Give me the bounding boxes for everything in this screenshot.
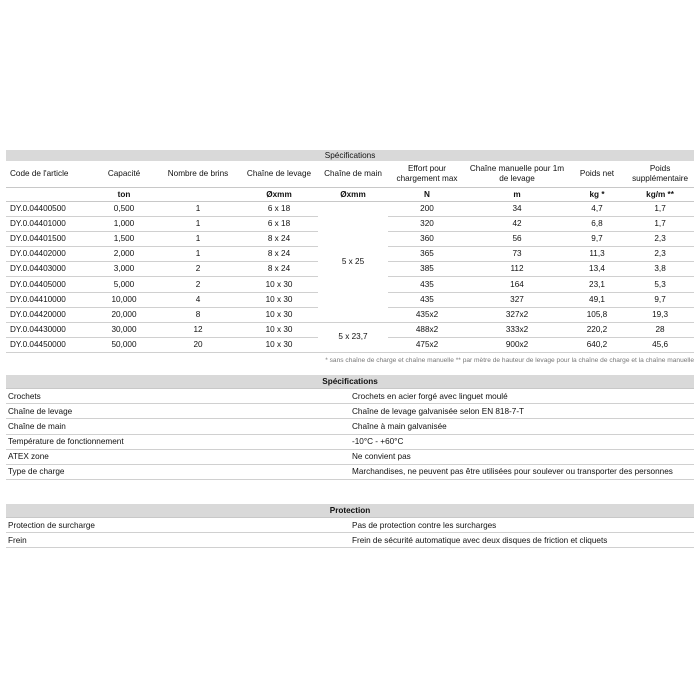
cell-falls: 20 (156, 337, 240, 352)
detail-value: Chaîne à main galvanisée (350, 419, 694, 434)
header-lift-chain: Chaîne de levage (240, 161, 318, 188)
protection-row (6, 533, 694, 548)
unit-extra-weight: kg/m ** (626, 188, 694, 202)
detail-value: Ne convient pas (350, 449, 694, 464)
cell-falls: 8 (156, 307, 240, 322)
detail-row (6, 388, 694, 403)
cell-code: DY.0.04402000 (6, 247, 92, 262)
header-extra-weight: Poids supplémentaire (626, 161, 694, 188)
cell-code: DY.0.04405000 (6, 277, 92, 292)
cell-net-weight: 23,1 (568, 277, 626, 292)
cell-capacity: 2,000 (92, 247, 156, 262)
protection-key: Protection de surcharge (6, 518, 350, 533)
cell-falls: 2 (156, 277, 240, 292)
cell-extra-weight: 3,8 (626, 262, 694, 277)
header-net-weight: Poids net (568, 161, 626, 188)
cell-falls: 12 (156, 322, 240, 337)
cell-extra-weight: 45,6 (626, 337, 694, 352)
cell-capacity: 3,000 (92, 262, 156, 277)
protection-value: Frein de sécurité automatique avec deux disques de friction et cliquets (350, 533, 694, 548)
cell-net-weight: 49,1 (568, 292, 626, 307)
cell-lift-chain: 10 x 30 (240, 337, 318, 352)
header-code: Code de l'article (6, 161, 92, 188)
cell-hand-chain-m: 900x2 (466, 337, 568, 352)
detail-value: Crochets en acier forgé avec linguet moulé (350, 388, 694, 403)
detail-value: -10°C - +60°C (350, 434, 694, 449)
header-hand-chain-per-m: Chaîne manuelle pour 1m de levage (466, 161, 568, 188)
cell-hand-chain-group-2: 5 x 23,7 (318, 322, 388, 352)
cell-hand-chain-m: 112 (466, 262, 568, 277)
detail-row (6, 449, 694, 464)
cell-effort: 435 (388, 292, 466, 307)
cell-code: DY.0.04430000 (6, 322, 92, 337)
cell-extra-weight: 5,3 (626, 277, 694, 292)
cell-capacity: 20,000 (92, 307, 156, 322)
cell-capacity: 30,000 (92, 322, 156, 337)
cell-net-weight: 4,7 (568, 202, 626, 217)
cell-extra-weight: 28 (626, 322, 694, 337)
cell-hand-chain-m: 327 (466, 292, 568, 307)
protection-key: Frein (6, 533, 350, 548)
cell-net-weight: 640,2 (568, 337, 626, 352)
table-row (6, 322, 694, 337)
cell-code: DY.0.04401500 (6, 232, 92, 247)
cell-hand-chain-m: 56 (466, 232, 568, 247)
cell-falls: 1 (156, 217, 240, 232)
spec-table (6, 150, 694, 353)
unit-hand-chain: Øxmm (318, 188, 388, 202)
document (6, 150, 694, 548)
unit-code (6, 188, 92, 202)
cell-falls: 4 (156, 292, 240, 307)
detail-key: Crochets (6, 388, 350, 403)
spec-details-table (6, 375, 694, 480)
detail-value: Chaîne de levage galvanisée selon EN 818-7-T (350, 404, 694, 419)
detail-row (6, 434, 694, 449)
cell-falls: 2 (156, 262, 240, 277)
cell-capacity: 0,500 (92, 202, 156, 217)
detail-key: ATEX zone (6, 449, 350, 464)
protection-row (6, 518, 694, 533)
cell-effort: 200 (388, 202, 466, 217)
unit-net-weight: kg * (568, 188, 626, 202)
detail-key: Type de charge (6, 464, 350, 479)
cell-extra-weight: 1,7 (626, 202, 694, 217)
unit-lift-chain: Øxmm (240, 188, 318, 202)
cell-falls: 1 (156, 202, 240, 217)
spec-table-title: Spécifications (324, 150, 376, 160)
cell-capacity: 10,000 (92, 292, 156, 307)
cell-extra-weight: 2,3 (626, 232, 694, 247)
cell-lift-chain: 8 x 24 (240, 232, 318, 247)
cell-lift-chain: 10 x 30 (240, 292, 318, 307)
spec-details-title: Spécifications (6, 375, 694, 389)
cell-code: DY.0.04450000 (6, 337, 92, 352)
unit-capacity: ton (92, 188, 156, 202)
cell-code: DY.0.04401000 (6, 217, 92, 232)
cell-net-weight: 105,8 (568, 307, 626, 322)
cell-net-weight: 9,7 (568, 232, 626, 247)
cell-hand-chain-m: 333x2 (466, 322, 568, 337)
header-hand-chain: Chaîne de main (318, 161, 388, 188)
cell-effort: 475x2 (388, 337, 466, 352)
cell-extra-weight: 9,7 (626, 292, 694, 307)
cell-effort: 320 (388, 217, 466, 232)
detail-value: Marchandises, ne peuvent pas être utilisées pour soulever ou transporter des personnes (350, 464, 694, 479)
footnote: * sans chaîne de charge et chaîne manuelle ** par mètre de hauteur de levage pour la chaîne de charge et la chaîne manuelle (325, 356, 694, 364)
cell-lift-chain: 10 x 30 (240, 322, 318, 337)
detail-key: Chaîne de main (6, 419, 350, 434)
cell-extra-weight: 1,7 (626, 217, 694, 232)
detail-key: Température de fonctionnement (6, 434, 350, 449)
cell-net-weight: 11,3 (568, 247, 626, 262)
header-capacity: Capacité (92, 161, 156, 188)
unit-effort: N (388, 188, 466, 202)
cell-effort: 488x2 (388, 322, 466, 337)
cell-capacity: 5,000 (92, 277, 156, 292)
cell-lift-chain: 6 x 18 (240, 217, 318, 232)
cell-capacity: 1,500 (92, 232, 156, 247)
unit-hand-chain-per-m: m (466, 188, 568, 202)
header-effort: Effort pour chargement max (388, 161, 466, 188)
table-row (6, 202, 694, 217)
cell-hand-chain-m: 34 (466, 202, 568, 217)
cell-effort: 365 (388, 247, 466, 262)
cell-code: DY.0.04403000 (6, 262, 92, 277)
cell-extra-weight: 19,3 (626, 307, 694, 322)
cell-lift-chain: 8 x 24 (240, 262, 318, 277)
cell-lift-chain: 6 x 18 (240, 202, 318, 217)
detail-row (6, 419, 694, 434)
cell-hand-chain-group-1: 5 x 25 (318, 202, 388, 323)
cell-effort: 385 (388, 262, 466, 277)
cell-code: DY.0.04400500 (6, 202, 92, 217)
detail-row (6, 404, 694, 419)
cell-net-weight: 6,8 (568, 217, 626, 232)
cell-capacity: 50,000 (92, 337, 156, 352)
cell-effort: 360 (388, 232, 466, 247)
cell-capacity: 1,000 (92, 217, 156, 232)
cell-net-weight: 220,2 (568, 322, 626, 337)
cell-net-weight: 13,4 (568, 262, 626, 277)
cell-lift-chain: 8 x 24 (240, 247, 318, 262)
header-falls: Nombre de brins (156, 161, 240, 188)
protection-value: Pas de protection contre les surcharges (350, 518, 694, 533)
cell-hand-chain-m: 73 (466, 247, 568, 262)
detail-key: Chaîne de levage (6, 404, 350, 419)
cell-effort: 435x2 (388, 307, 466, 322)
cell-extra-weight: 2,3 (626, 247, 694, 262)
cell-effort: 435 (388, 277, 466, 292)
cell-falls: 1 (156, 232, 240, 247)
detail-row (6, 464, 694, 479)
cell-hand-chain-m: 327x2 (466, 307, 568, 322)
cell-hand-chain-m: 42 (466, 217, 568, 232)
cell-lift-chain: 10 x 30 (240, 307, 318, 322)
cell-code: DY.0.04420000 (6, 307, 92, 322)
unit-falls (156, 188, 240, 202)
cell-hand-chain-m: 164 (466, 277, 568, 292)
cell-lift-chain: 10 x 30 (240, 277, 318, 292)
cell-falls: 1 (156, 247, 240, 262)
cell-code: DY.0.04410000 (6, 292, 92, 307)
protection-table (6, 504, 694, 548)
protection-title: Protection (6, 504, 694, 518)
